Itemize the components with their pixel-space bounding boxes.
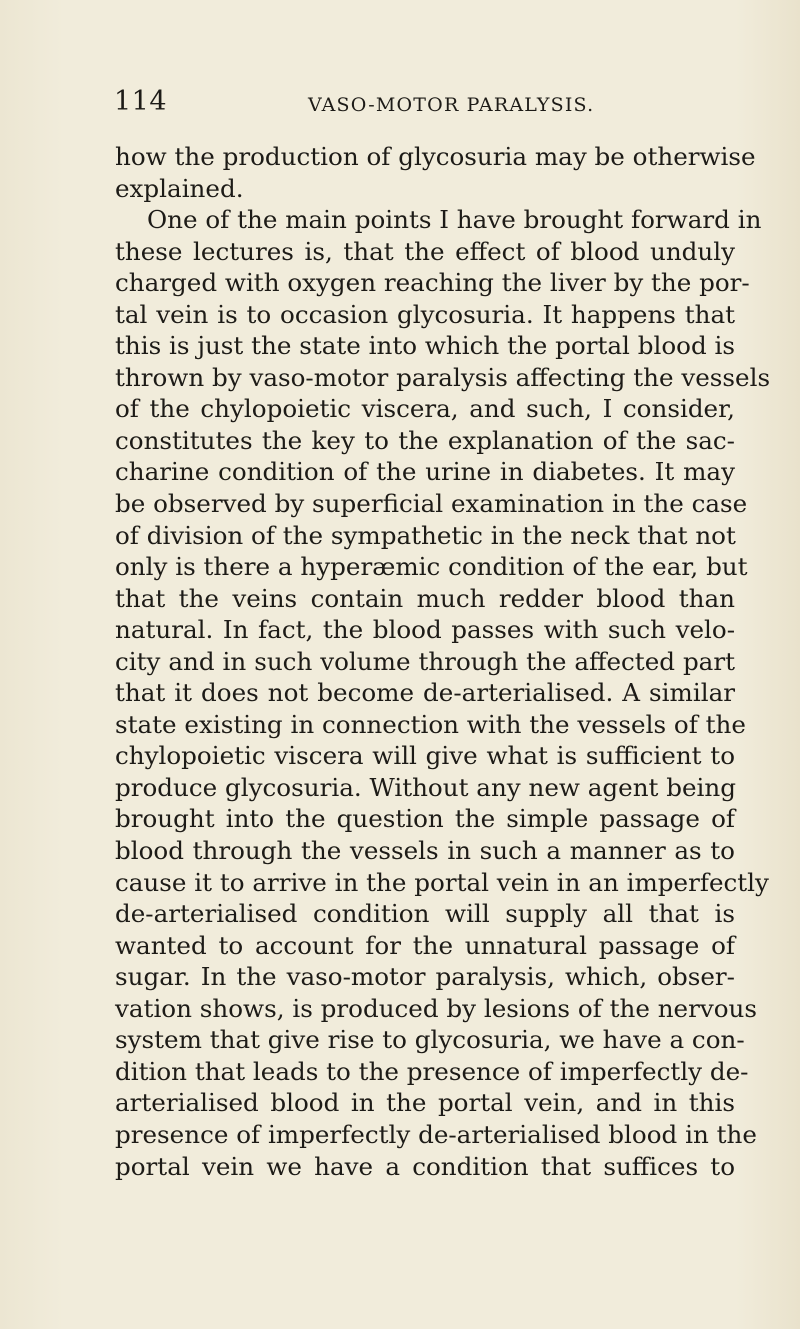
text-line: vation shows, is produced by lesions of the nervous (115, 993, 758, 1023)
text-line: how the production of glycosuria may be otherwise (115, 142, 756, 171)
text-line: be observed by superficial examination in the case (115, 489, 748, 519)
text-line: city and in such volume through the affected part (115, 646, 735, 676)
text-line: of the chylopoietic viscera, and such, I consider, (115, 394, 735, 424)
text-line: charine condition of the urine in diabetes. It may (115, 457, 735, 487)
page-number: 114 (114, 86, 168, 117)
text-line: presence of imperfectly de-arterialised blood in the (115, 1119, 757, 1149)
text-line: explained. (115, 173, 244, 203)
text-line: produce glycosuria. Without any new agent being (115, 772, 737, 802)
text-line: chylopoietic viscera will give what is sufficient to (115, 741, 735, 771)
text-line: state existing in connection with the vessels of the (115, 709, 746, 739)
text-line: brought into the question the simple passage of (115, 804, 735, 834)
text-line: wanted to account for the unnatural passage of (115, 930, 735, 960)
text-line: that the veins contain much redder blood than (115, 583, 735, 613)
text-line: dition that leads to the presence of imperfectly de- (115, 1056, 749, 1086)
text-line: this is just the state into which the portal blood is (115, 331, 735, 361)
text-line: these lectures is, that the effect of blood unduly (115, 236, 735, 266)
text-line: sugar. In the vaso-motor paralysis, which, obser- (115, 962, 735, 992)
text-line: charged with oxygen reaching the liver by the por- (115, 268, 750, 298)
page-header (108, 86, 748, 126)
text-line: of division of the sympathetic in the neck that not (115, 520, 736, 550)
text-line: arterialised blood in the portal vein, and in this (115, 1088, 735, 1118)
text-line: that it does not become de-arterialised. A similar (115, 678, 735, 708)
text-line: One of the main points I have brought forward in (147, 205, 762, 235)
running-title: VASO-MOTOR PARALYSIS. (308, 94, 595, 116)
body-text (115, 141, 771, 1182)
text-line: tal vein is to occasion glycosuria. It happens that (115, 299, 735, 329)
text-line: portal vein we have a condition that suffices to (115, 1151, 735, 1181)
text-line: system that give rise to glycosuria, we have a con- (115, 1025, 745, 1055)
text-line: cause it to arrive in the portal vein in an imperfectly (115, 867, 769, 897)
text-line: blood through the vessels in such a manner as to (115, 836, 735, 866)
text-line: only is there a hyperæmic condition of the ear, but (115, 552, 748, 582)
text-line: natural. In fact, the blood passes with such velo- (115, 615, 735, 645)
text-line: thrown by vaso-motor paralysis affecting the vessels (115, 362, 771, 392)
text-line: constitutes the key to the explanation of the sac- (115, 425, 735, 455)
text-line: de-arterialised condition will supply all that is (115, 899, 735, 929)
